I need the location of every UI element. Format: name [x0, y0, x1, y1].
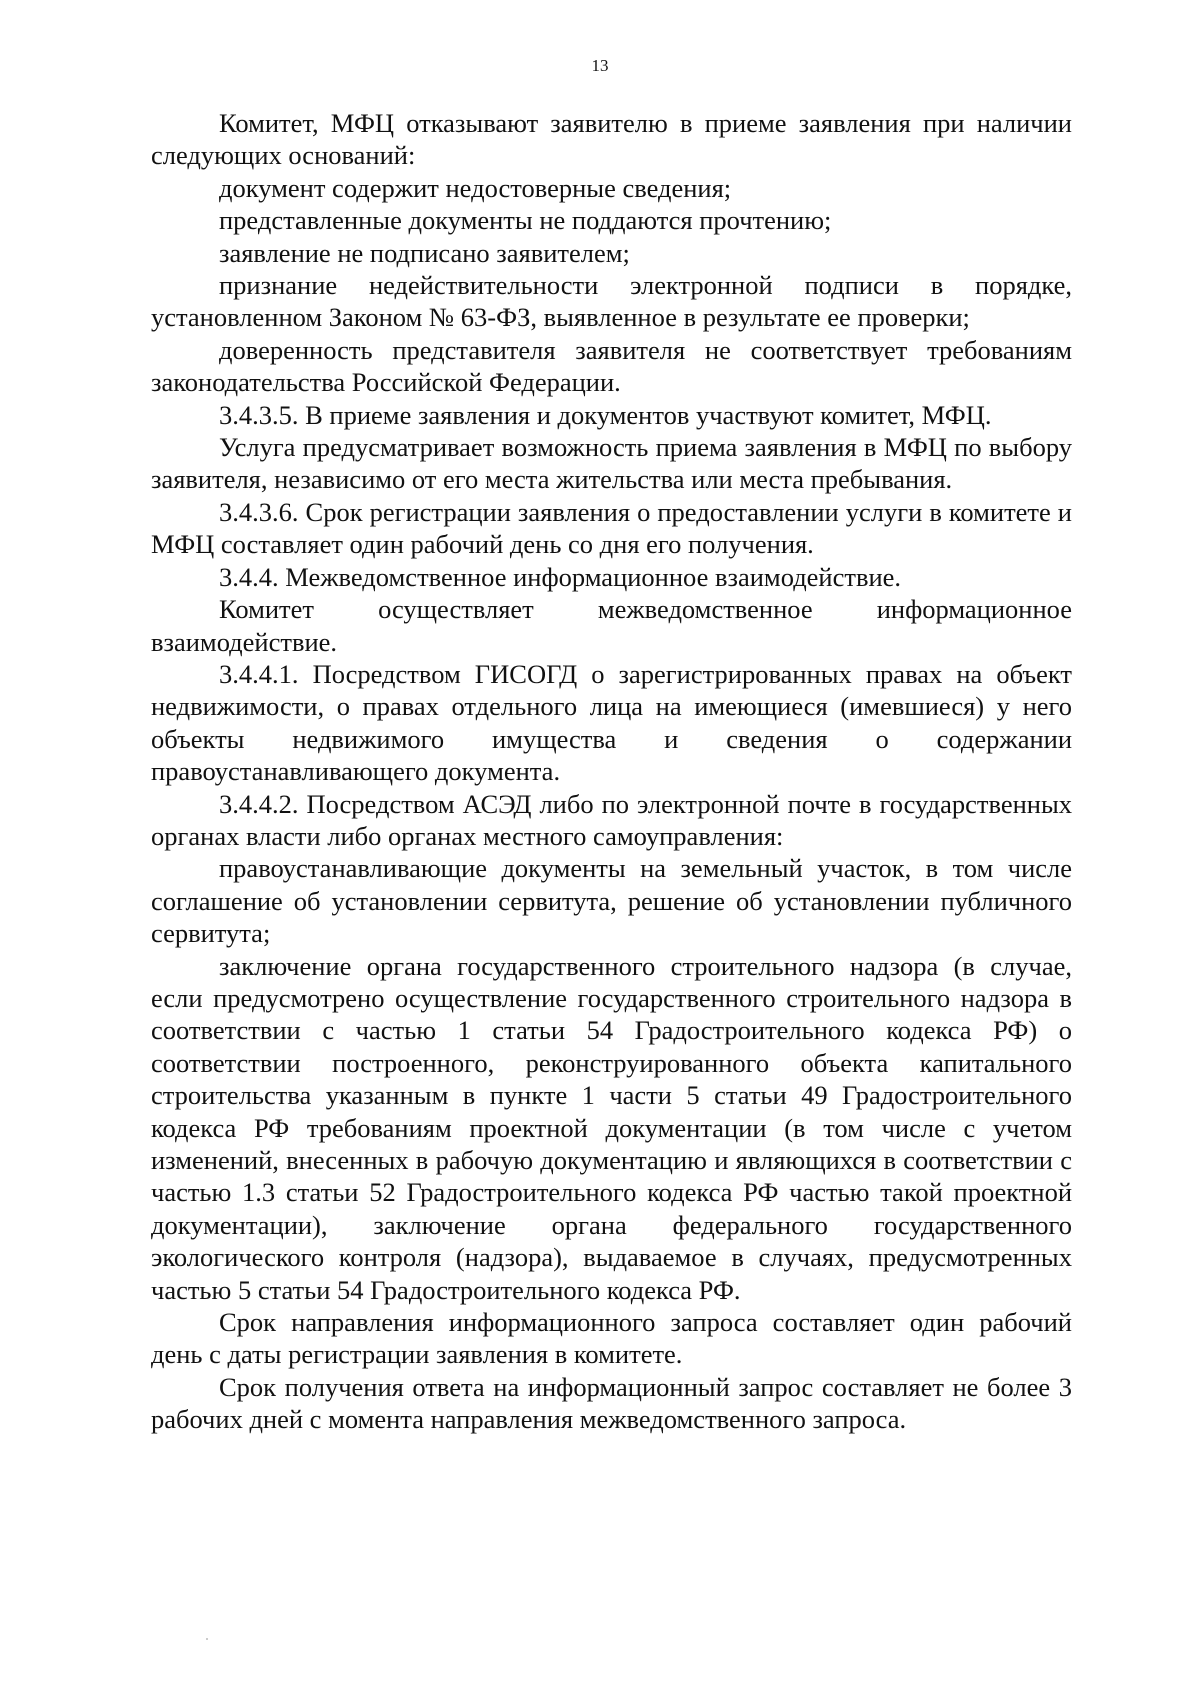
paragraph-response-deadline: Срок получения ответа на информационный запрос составляет не более 3 рабочих дней с момента направления межведомственного запроса.: [151, 1371, 1072, 1435]
scan-speck: [206, 1638, 208, 1640]
paragraph-3-4-3-6: 3.4.3.6. Срок регистрации заявления о предоставлении услуги в комитете и МФЦ составляет один рабочий день со дня его получения.: [151, 496, 1072, 560]
paragraph-refusal-grounds: Комитет, МФЦ отказывают заявителю в приеме заявления при наличии следующих оснований:: [151, 108, 1072, 171]
paragraph-service-reception: Услуга предусматривает возможность приема заявления в МФЦ по выбору заявителя, независимо от его места жительства или места пребывания.: [151, 432, 1072, 495]
paragraph-power-of-attorney: доверенность представителя заявителя не соответствует требованиям законодательства Российской Федерации.: [151, 334, 1072, 398]
page-number: 13: [591, 56, 609, 75]
paragraph-supervision-conclusion: заключение органа государственного строительного надзора (в случае, если предусмотрено осуществление государственного строительного надзора в соответствии с частью 1 статьи 54 Градостроительного кодекса РФ) о соответствии построенного, реконструированного объекта капитального строительства указанным в пункте 1 части 5 статьи 49 Градостроительного кодекса РФ требованиям проектной документации (в том числе с учетом изменений, внесенных в рабочую документацию и являющихся в соответствии с частью 1.3 статьи 52 Градостроительного кодекса РФ частью такой проектной документации), заключение органа федерального государственного экологического контроля (надзора), выдаваемое в случаях, предусмотренных частью 5 статьи 54 Градостроительного кодекса РФ.: [151, 950, 1072, 1305]
paragraph-title-documents: правоустанавливающие документы на земельный участок, в том числе соглашение об установлении сервитута, решение об установлении публичного сервитута;: [151, 853, 1072, 949]
paragraph-committee-interaction: Комитет осуществляет межведомственное информационное взаимодействие.: [151, 594, 1072, 657]
document-body: [151, 107, 1072, 1436]
paragraph-unreadable-docs: представленные документы не поддаются прочтению;: [219, 205, 832, 236]
paragraph-3-4-4-2: 3.4.4.2. Посредством АСЭД либо по электронной почте в государственных органах власти либо органах местного самоуправления:: [151, 788, 1072, 851]
paragraph-request-deadline: Срок направления информационного запроса составляет один рабочий день с даты регистрации заявления в комитете.: [151, 1307, 1072, 1370]
paragraph-3-4-4: 3.4.4. Межведомственное информационное взаимодействие.: [219, 561, 902, 592]
paragraph-unreliable-info: документ содержит недостоверные сведения;: [219, 172, 732, 203]
paragraph-invalid-signature: признание недействительности электронной подписи в порядке, установленном Законом № 63-ФЗ, выявленное в результате ее проверки;: [151, 270, 1072, 333]
paragraph-unsigned-application: заявление не подписано заявителем;: [219, 237, 630, 268]
paragraph-3-4-3-5: 3.4.3.5. В приеме заявления и документов участвуют комитет, МФЦ.: [219, 399, 992, 430]
paragraph-3-4-4-1: 3.4.4.1. Посредством ГИСОГД о зарегистрированных правах на объект недвижимости, о правах отдельного лица на имеющиеся (имевшиеся) у него объекты недвижимого имущества и сведения о содержании правоустанавливающего документа.: [151, 658, 1072, 787]
